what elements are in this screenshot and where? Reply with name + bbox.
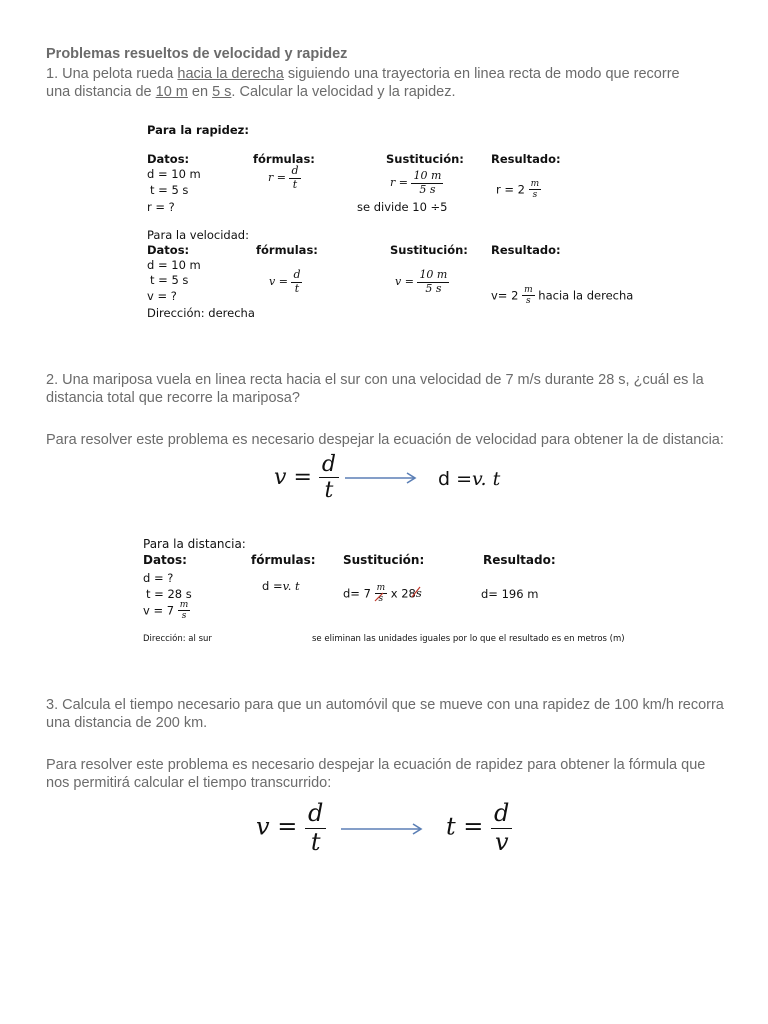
frac-den: 5 s [419,182,436,196]
result-distance: d= 196 m [481,587,539,601]
var-v: v [269,275,276,289]
problem-3-text [46,696,736,732]
frac-num: 10 m [419,268,448,281]
dato-distance-3: d = ? [143,571,174,585]
dato-rapidez: r = ? [147,200,175,214]
frac-den: 5 s [425,281,442,295]
sustitucion-header-2: Sustitución: [390,243,468,257]
frac-num: d [319,452,339,478]
direccion-1: Dirección: derecha [147,306,255,320]
arrow-right-icon [340,821,426,837]
unit-den: s [532,190,538,201]
p2-line-2: distancia total que recorre la mariposa? [46,390,300,406]
equals: = [278,275,288,289]
velocidad-heading: Para la velocidad: [147,228,249,242]
frac-den: t [294,281,300,295]
frac-den: v [494,827,509,856]
divide-note: se divide 10 ÷5 [357,200,448,214]
p3-line-1: 3. Calcula el tiempo necesario para que un automóvil que se mueve con una rapidez de 100 km/h recorra [46,697,724,713]
p3-intro-2: nos permitirá calcular el tiempo transcurrido: [46,775,332,791]
page-title: Problemas resueltos de velocidad y rapidez [46,46,348,62]
p1-underline-time: 5 s [212,84,232,100]
unit-num: m [530,179,540,189]
equals: = [398,176,408,190]
frac-num: d [305,800,326,829]
p1-underline-distance: 10 m [155,84,188,100]
formula-distance [262,579,300,593]
p1-underline-direction: hacia la derecha [177,66,284,82]
equals: = [277,812,298,841]
dato-velocidad: v = ? [147,289,177,303]
equals: = [404,275,414,289]
frac-num: d [293,268,301,281]
unit-den: s [181,611,187,622]
frac-num: d [491,800,512,829]
problem-3-intro [46,756,736,792]
distancia-heading: Para la distancia: [143,537,246,551]
formulas-header-2: fórmulas: [256,243,318,257]
equals: = [463,812,484,841]
dato-time: t = 5 s [150,183,189,197]
frac-num: d [291,164,299,177]
problem-2-intro: Para resolver este problema es necesario despejar la ecuación de velocidad para obtener la de distancia: [46,432,724,448]
p2-line-1: 2. Una mariposa vuela en linea recta hacia el sur con una velocidad de 7 m/s durante 28 s, ¿cuál es la [46,372,704,388]
subst-a: d= 7 [343,586,371,601]
dato-distance-2: d = 10 m [147,258,201,272]
p1-text-a: 1. Una pelota rueda [46,66,178,82]
direccion-2: Dirección: al sur [143,634,212,644]
p1-text-c: una distancia de [46,84,156,100]
unit-num: m [179,600,189,610]
datos-header-3: Datos: [143,553,187,567]
equals: = [276,171,286,185]
strike-mark-icon [411,586,422,601]
dato-time-2: t = 5 s [150,273,189,287]
formulas-header-3: fórmulas: [251,553,316,567]
strike-mark-icon [374,592,384,605]
distance-lhs: d = [438,468,473,490]
substitution-distance [343,583,422,605]
var-v: v [395,275,402,289]
subst-unit-cancelled: s [415,586,422,601]
equation-time [446,800,512,856]
resultado-header-2: Resultado: [491,243,561,257]
dato-time-3: t = 28 s [146,587,192,601]
rapidez-heading: Para la rapidez: [147,123,249,137]
dato-distance: d = 10 m [147,167,201,181]
equals: = [293,464,312,490]
distance-rhs: v. t [472,468,501,490]
frac-num: 10 m [413,169,442,182]
var-r: r [390,176,396,190]
frac-den: t [324,478,334,504]
frac-den: t [310,827,321,856]
p1-text-d: en [187,84,213,100]
units-note: se eliminan las unidades iguales por lo que el resultado es en metros (m) [312,634,625,644]
var-r: r [268,171,274,185]
p3-intro-1: Para resolver este problema es necesario despejar la ecuación de rapidez para obtener la fórmula que [46,757,706,773]
result-value: v= 2 [491,288,519,303]
p1-text-b: siguiendo una trayectoria en linea recta de modo que recorre [283,66,680,82]
dato-velocity-3 [143,600,190,622]
velocity-value: v = 7 [143,603,175,618]
datos-header-2: Datos: [147,243,190,257]
var-v: v [256,812,270,841]
subst-b: x 28 [390,586,416,601]
formulas-header: fórmulas: [253,152,315,166]
frac-den: t [292,177,298,191]
unit-num: m [376,583,386,593]
equation-velocity-2 [256,800,326,856]
formula-lhs: d = [262,579,283,593]
resultado-header-3: Resultado: [483,553,556,567]
resultado-header: Resultado: [491,152,561,166]
p1-text-e: . Calcular la velocidad y la rapidez. [231,84,456,100]
var-v: v [274,464,287,490]
p3-line-2: una distancia de 200 km. [46,715,208,731]
datos-header: Datos: [147,152,190,166]
result-direction: hacia la derecha [538,288,634,303]
sustitucion-header-3: Sustitución: [343,553,425,567]
sustitucion-header: Sustitución: [386,152,464,166]
unit-num: m [524,285,533,295]
var-t: t [446,812,456,841]
unit-den: s [378,594,384,605]
formula-rhs: v. t [282,579,300,593]
unit-den: s [526,296,531,307]
result-value: r = 2 [496,182,525,197]
